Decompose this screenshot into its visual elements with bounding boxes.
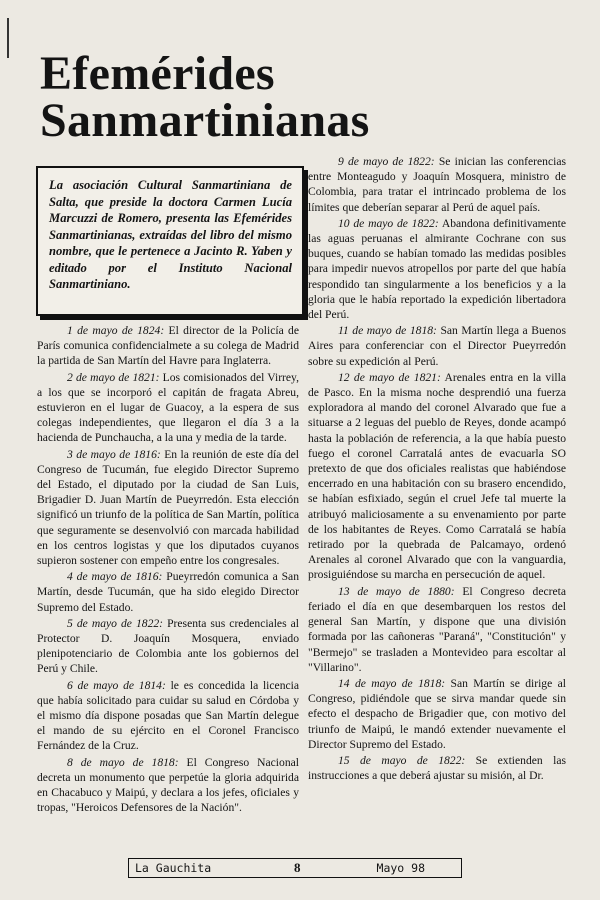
- footer-publication: La Gauchita: [135, 861, 212, 875]
- entry-date: 13 de mayo de 1880:: [338, 584, 455, 598]
- entry-text: Se extienden las instrucciones a que deberá ajustar su misión, al Dr.: [308, 753, 566, 783]
- entry-text: Arenales entra en la villa de Pasco. En la misma noche desprendió una fuerza exploradora al mando del coronel Alvarado que fue a situarse a 2 leguas del pueblo de Reyes, donde acampó hasta la población de referencia, a la que había puesto fuego el coronel Carratalá antes de evacuarla SO pretexto de que dos oficiales realistas que habiéndose encerrado en una habitación con su brasero encendido, se habían esfixiado, según el cruel Jefe tal muerte la atribuyó maliciosamente a su envenamiento por parte de los habitantes de Reyes. Como Carratalá se había retirado por la quebrada de Palcamayo, ordenó Arenales al coronel Alvarado que con la vanguardia, prosiguiéndose su marcha en persecución de aquel.: [308, 370, 566, 582]
- entry-paragraph: [37, 616, 299, 677]
- entry-date: 3 de mayo de 1816:: [67, 447, 161, 461]
- entry-text: Abandona definitivamente las aguas peruanas el almirante Cochrane con sus buques, cuando se habían tomado las medidas posibles para impedir nuevos atropellos por parte del que había respondido tan singularmente a los beneficios y a la gloria que le había reportado la expedición libertadora del Perú.: [308, 216, 566, 322]
- footer-page-number: 8: [294, 860, 301, 875]
- intro-text: La asociación Cultural Sanmartiniana de Salta, que preside la doctora Carmen Lucía Marcuzzi de Romero, presenta las Efemérides Sanmartinianas, extraídas del libro del mismo nombre, que le pertenece a Jacinto R. Yaben y editado por el Instituto Nacional Sanmartiniano.: [49, 178, 292, 291]
- entry-date: 1 de mayo de 1824:: [67, 324, 165, 337]
- entry-text: Presenta sus credenciales al Protector D. Joaquín Mosquera, enviado plenipotenciario de Colombia ante los gobiernos del Perú y Chile.: [37, 616, 299, 676]
- entry-paragraph: [37, 370, 299, 446]
- entry-paragraph: [37, 323, 299, 369]
- entry-date: 10 de mayo de 1822:: [338, 216, 439, 230]
- entry-date: 9 de mayo de 1822:: [338, 155, 435, 168]
- entry-text: San Martín se dirige al Congreso, pidiéndole que se sirva mandar quede sin efecto el despacho de Brigadier que, con motivo del triunfo de Maipú, le mandó extender nuevamente el Director Supremo del Estado.: [308, 676, 566, 751]
- entry-text: En la reunión de este día del Congreso de Tucumán, fue elegido Director Supremo del Estado, el diputado por la ciudad de San Luis, Brigadier D. Juan Martín de Pueyrredón. Esta elección significó un triunfo de la política de San Martín, política que seguramente se desenvolvió con marcada habilidad en los centros logistas y que los diputados cuyanos supieron sostener con empeño entre los congresales.: [37, 447, 299, 568]
- entry-paragraph: [308, 676, 566, 752]
- entry-paragraph: [308, 370, 566, 583]
- entry-paragraph: [37, 678, 299, 754]
- entry-date: 4 de mayo de 1816:: [67, 570, 163, 584]
- entry-paragraph: [308, 216, 566, 322]
- entry-text: Pueyrredón comunica a San Martín, desde Tucumán, que ha sido elegido Director Supremo del Estado.: [37, 570, 299, 614]
- entry-paragraph: [308, 154, 566, 215]
- page-footer: [128, 858, 462, 878]
- article-column-right: [308, 154, 566, 848]
- entry-date: 6 de mayo de 1814:: [67, 678, 166, 692]
- entry-text: San Martín llega a Buenos Aires para conferenciar con el Director Pueyrredón sobre su expedición al Perú.: [308, 324, 566, 368]
- title-line-1: Efemérides: [40, 47, 275, 100]
- entry-date: 11 de mayo de 1818:: [338, 324, 437, 338]
- entry-text: El Congreso Nacional decreta un monumento que perpetúe la gloria adquirida en Chacabuco y Maipú, y declara a los jefes, oficiales y tropas, "Heroicos Defensores de la Nación".: [37, 755, 299, 815]
- entry-date: 12 de mayo de 1821:: [338, 370, 441, 384]
- entry-paragraph: [308, 753, 566, 783]
- entry-paragraph: [37, 447, 299, 569]
- entry-paragraph: [308, 584, 566, 675]
- intro-box: [36, 166, 304, 316]
- entry-paragraph: [37, 569, 299, 615]
- entry-date: 5 de mayo de 1822:: [67, 616, 164, 630]
- entry-text: El director de la Policía de París comunica confidencialmete a su colega de Madrid la partida de San Martín del Havre para Inglaterra.: [37, 324, 299, 368]
- page-title: [40, 47, 490, 147]
- entry-paragraph: [308, 323, 566, 369]
- entry-date: 8 de mayo de 1818:: [67, 755, 179, 769]
- entry-date: 14 de mayo de 1818:: [338, 676, 446, 690]
- entry-date: 2 de mayo de 1821:: [67, 370, 160, 384]
- entry-text: le es concedida la licencia que había solicitado para cuidar su salud en Córdoba y el mismo día dispone posadas que San Martín delegue el mando de su ejército en el Coronel Francisco Fernández de la Cruz.: [37, 678, 299, 753]
- entry-text: Se inician las conferencias entre Monteagudo y Joaquín Mosquera, ministro de Colombia, para tratar el intrincado problema de los límites que deberían separar al Perú de aquel país.: [308, 155, 566, 214]
- footer-issue-date: Mayo 98: [376, 861, 425, 875]
- article-column-left: [37, 323, 299, 846]
- title-line-2: Sanmartinianas: [40, 94, 370, 147]
- margin-rule: [7, 18, 9, 58]
- entry-text: Los comisionados del Virrey, a los que se incorporó el capitán de fragata Abreu, estuvieron en el lugar de Guacoy, a la espera de sus colegas independientes, que llegaron el día 3 a la hacienda de Punchaucha, a la una y media de la tarde.: [37, 370, 299, 445]
- entry-paragraph: [37, 755, 299, 816]
- entry-date: 15 de mayo de 1822:: [338, 753, 466, 767]
- entry-text: El Congreso decreta feriado el día en que desembarquen los restos del general San Martín, y dispone que una división formada por las cañoneras "Paraná", "Constitución" y "Bermejo" se trasladen a Montevideo para escoltar al "Villarino".: [308, 584, 566, 674]
